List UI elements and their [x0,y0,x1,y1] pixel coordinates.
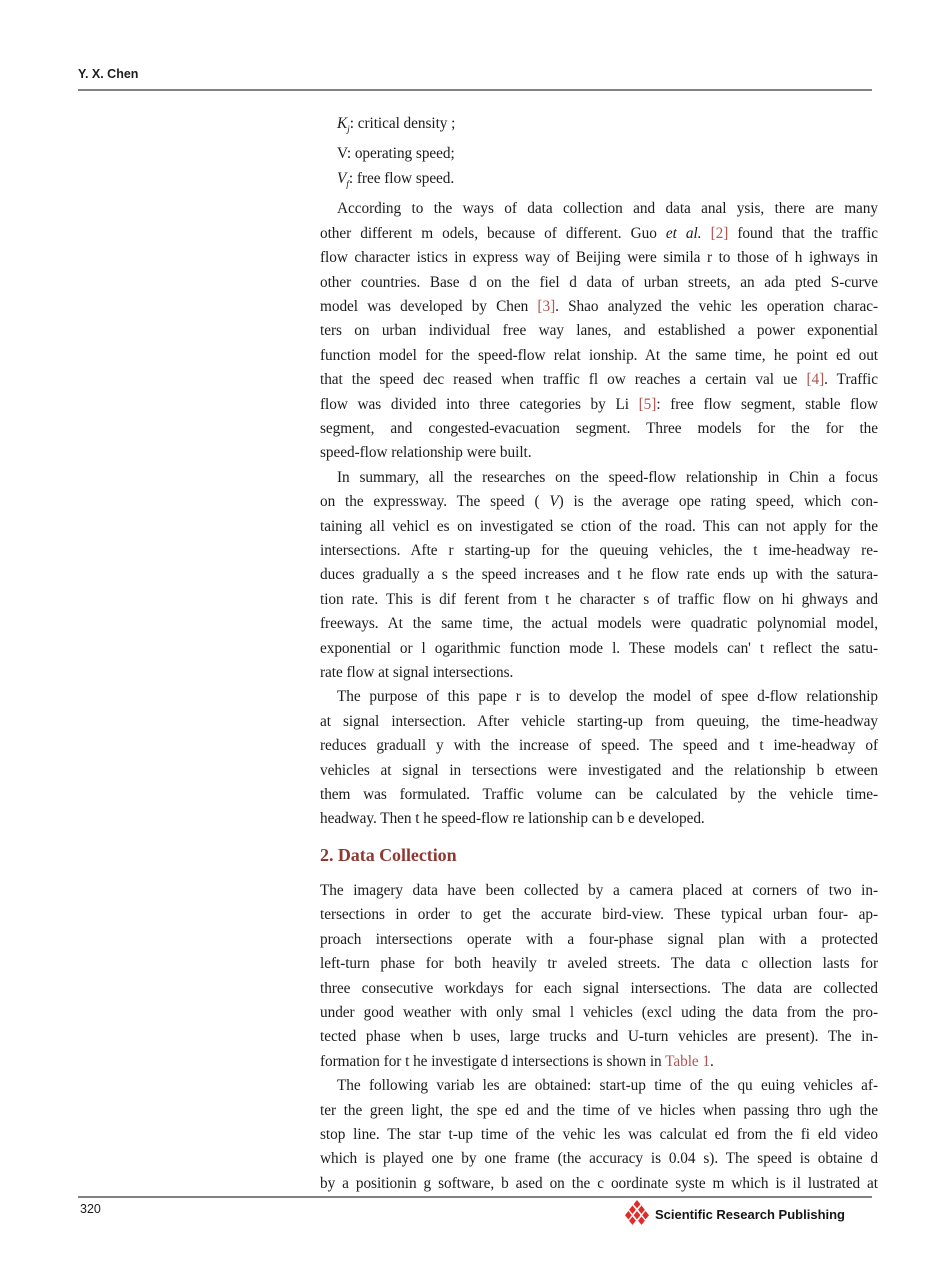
text-segment: them was formulated. Traffic volume can be calculated by the vehicle time- [320,786,878,804]
text-segment: V [549,493,559,511]
text-segment: K [337,115,348,132]
text-line [320,612,878,636]
text-segment: The following variab les are obtained: start-up time of the qu euing vehicles af- [337,1077,878,1095]
text-line [320,441,878,465]
text-line [320,637,878,661]
text-line [320,759,878,783]
text-segment: vehicles at signal in tersections were investigated and the relationship b etween [320,761,878,779]
text-segment: tersections in order to get the accurate bird-view. These typical urban four- ap- [320,906,878,924]
text-line [320,685,878,709]
text-segment: speed-flow relationship were built. [320,444,532,462]
text-segment: which is played one by one frame (the accuracy is 0.04 s). The speed is obtaine d [320,1150,878,1168]
text-segment: ter the green light, the spe ed and the time of ve hicles when passing thro ugh the [320,1101,878,1119]
text-segment: on the expressway. The speed ( [320,493,550,511]
citation-link[interactable]: [5] [638,395,657,413]
text-line [320,319,878,343]
text-segment: . Traffic [824,371,878,389]
citation-link[interactable]: [2] [710,224,729,242]
text-segment: . [710,1052,714,1070]
text-line [320,222,878,246]
text-line [320,1147,878,1171]
text-segment: : critical density ; [349,115,456,132]
text-line [320,246,878,270]
text-segment: j [347,125,350,136]
text-line [320,807,878,831]
publisher-mark [625,1200,845,1228]
text-segment: taining all vehicl es on investigated se ction of the road. This can not apply for the [320,517,878,535]
text-segment: other different m odels, because of different. Guo [320,224,666,242]
text-segment: The purpose of this pape r is to develop the model of spee d-flow relationship [337,688,878,706]
text-segment: The imagery data have been collected by a camera placed at corners of two in- [320,881,878,899]
page-number: 320 [80,1202,101,1216]
text-line [320,466,878,490]
text-line [320,197,878,221]
text-line [320,879,878,903]
text-line [320,563,878,587]
article-content [320,112,878,1196]
text-line [320,661,878,685]
text-segment [702,225,711,242]
text-segment: other countries. Base d on the fiel d data of urban streets, an ada pted S-curve [320,273,878,291]
text-segment: proach intersections operate with a four-phase signal plan with a protected [320,930,878,948]
text-line [320,490,878,514]
text-segment: left-turn phase for both heavily tr aveled streets. The data c ollection lasts for [320,955,878,973]
text-line [320,952,878,976]
text-segment: found that the traffic [728,224,879,242]
srp-logo-icon [625,1200,649,1228]
text-line [320,142,878,166]
text-segment: V: operating speed; [337,145,455,163]
text-segment: rate flow at signal intersections. [320,664,514,682]
text-line [320,977,878,1001]
text-line [320,1025,878,1049]
text-segment: under good weather with only smal l vehicles (excl uding the data from the pro- [320,1003,878,1021]
text-line [320,393,878,417]
text-line [320,710,878,734]
footer-rule [78,1196,872,1198]
text-segment: flow character istics in express way of Beijing were simila r to those of h ighways in [320,249,878,267]
text-segment: : free flow speed. [348,169,455,187]
text-segment: headway. Then t he speed-flow re lationship can b e developed. [320,810,705,828]
text-line [320,1172,878,1196]
text-segment: function model for the speed-flow relat ionship. At the same time, he point ed out [320,346,878,364]
paragraph [320,197,878,465]
text-segment: In summary, all the researches on the speed-flow relationship in Chin a focus [337,468,878,486]
text-line [320,928,878,952]
text-line [320,167,878,197]
paragraph [320,112,878,197]
text-line [320,1099,878,1123]
text-segment: According to the ways of data collection and data anal ysis, there are many [337,200,878,218]
text-line [320,1001,878,1025]
text-segment: freeways. At the same time, the actual models were quadratic polynomial model, [320,615,878,633]
text-line [320,783,878,807]
text-line [320,271,878,295]
text-segment: formation for t he investigate d intersections is shown in [320,1052,666,1070]
text-segment: ters on urban individual free way lanes, and established a power exponential [320,322,878,340]
paragraph [320,466,878,686]
paragraph [320,685,878,831]
text-segment: stop line. The star t-up time of the vehic les was calculat ed from the fi eld video [320,1125,878,1143]
text-line [320,515,878,539]
text-line [320,417,878,441]
text-line [320,295,878,319]
text-segment: f [346,179,349,190]
text-line [320,588,878,612]
citation-link[interactable]: [3] [537,297,556,315]
running-head-author: Y. X. Chen [78,67,139,81]
text-segment: et al. [665,224,702,242]
publisher-name: Scientific Research Publishing [655,1206,845,1222]
text-segment: ) is the average ope rating speed, which con- [558,493,878,511]
text-line [320,1050,878,1074]
header-rule [78,89,872,91]
text-segment: at signal intersection. After vehicle starting-up from queuing, the time-headway [320,712,878,730]
text-segment: reduces graduall y with the increase of speed. The speed and t ime-headway of [320,737,878,755]
section-heading: 2. Data Collection [320,844,457,865]
text-line [320,344,878,368]
text-segment: intersections. Afte r starting-up for the queuing vehicles, the t ime-headway re- [320,542,878,559]
text-segment: V [337,169,347,187]
text-line [320,1123,878,1147]
text-segment: exponential or l ogarithmic function mode l. These models can' t reflect the satu- [320,639,878,657]
text-line [320,368,878,392]
text-line [320,112,878,142]
text-segment: duces gradually a s the speed increases and t he flow rate ends up with the satura- [320,566,878,584]
text-segment: . Shao analyzed the vehic les operation charac- [555,297,878,315]
text-segment: tected phase when b uses, large trucks and U-turn vehicles are present). The in- [320,1028,878,1046]
text-line [320,903,878,927]
text-segment: : free flow segment, stable flow [656,395,878,413]
paragraph [320,1074,878,1196]
citation-link[interactable]: [4] [806,371,825,389]
text-segment: tion rate. This is dif ferent from t he character s of traffic flow on hi ghways and [320,590,878,608]
text-segment: model was developed by Chen [320,297,538,315]
text-segment: three consecutive workdays for each signal intersections. The data are collected [320,979,878,997]
text-segment: that the speed dec reased when traffic fl ow reaches a certain val ue [320,371,807,389]
text-segment: segment, and congested-evacuation segment. Three models for the for the [320,419,878,437]
text-line [320,539,878,563]
text-segment: flow was divided into three categories by Li [320,395,639,413]
text-line [320,1074,878,1098]
paragraph [320,879,878,1074]
citation-link[interactable]: Table 1 [665,1052,711,1070]
text-segment: by a positionin g software, b ased on the c oordinate syste m which is il lustrated at [320,1174,878,1192]
text-line [320,734,878,758]
